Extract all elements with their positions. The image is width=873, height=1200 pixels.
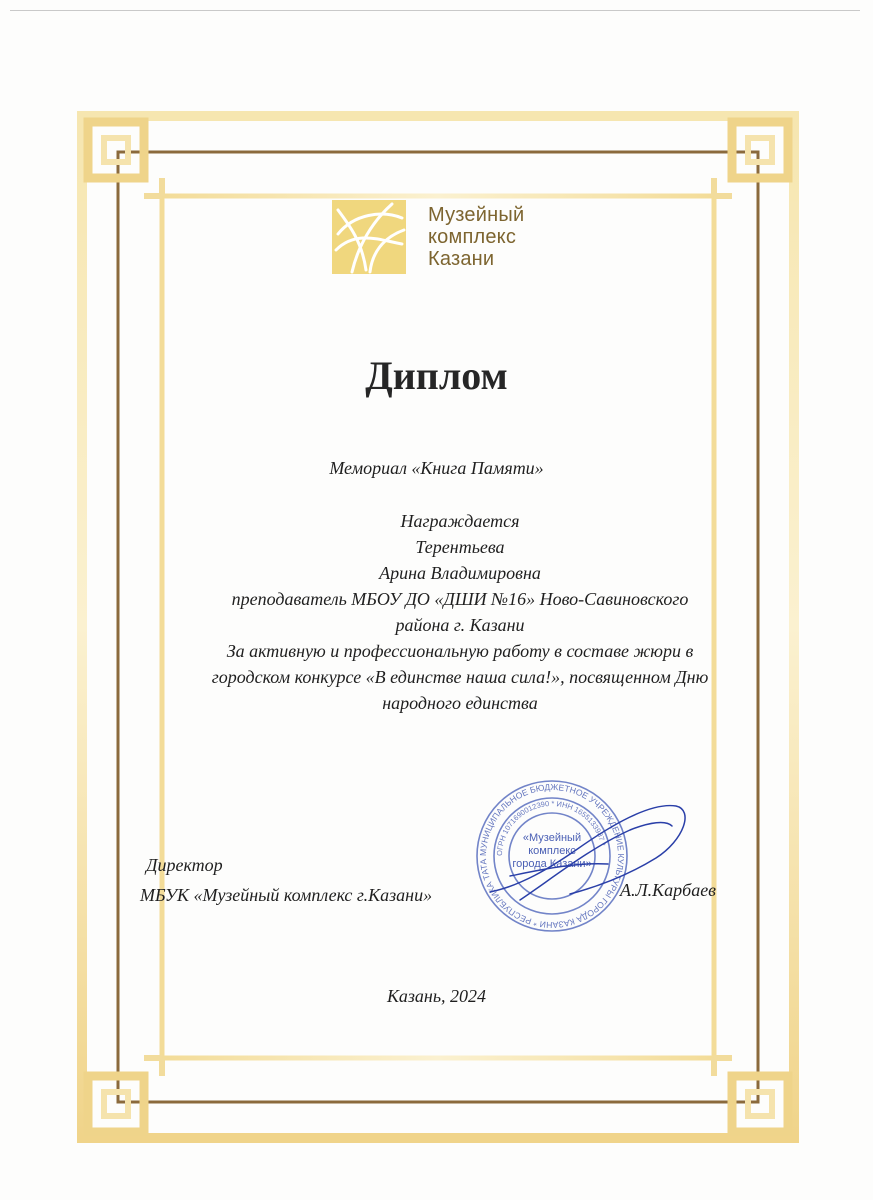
recipient-surname: Терентьева — [415, 537, 505, 557]
logo-line-3: Казани — [428, 248, 495, 270]
award-text — [160, 508, 760, 716]
event-name: Мемориал «Книга Памяти» — [329, 458, 544, 478]
place-and-date: Казань, 2024 — [386, 986, 487, 1006]
signatory-block — [140, 852, 432, 908]
award-reason-line-3: народного единства — [382, 693, 538, 713]
museum-logo-mark — [332, 200, 406, 274]
stamp-line-3: города Казани» — [512, 858, 592, 870]
stamp-line-2: комплекс — [528, 845, 576, 857]
recipient-name: Арина Владимировна — [379, 563, 541, 583]
recipient-position-line-1: преподаватель МБОУ ДО «ДШИ №16» Ново-Савиновского — [231, 589, 689, 609]
award-reason-line-2: городском конкурсе «В единстве наша сила!», посвященном Дню — [211, 667, 709, 687]
museum-logo-text — [428, 204, 578, 270]
award-verb: Награждается — [400, 511, 520, 531]
award-reason-line-1: За активную и профессиональную работу в составе жюри в — [226, 641, 694, 661]
stamp-ring-inner-text: ОГРН 1071690012390 * ИНН 1655133987 * — [494, 798, 608, 857]
signatory-name: А.Л.Карбаев — [620, 880, 716, 900]
recipient-position-line-2: района г. Казани — [395, 615, 525, 635]
museum-logo — [332, 200, 572, 274]
logo-line-1: Музейный — [428, 204, 525, 226]
logo-line-2: комплекс — [428, 226, 517, 248]
signatory-organization: МБУК «Музейный комплекс г.Казани» — [140, 885, 433, 905]
diploma-title: Диплом — [365, 353, 508, 398]
signatory-post: Директор — [146, 855, 223, 875]
stamp-ring-outer-text: МУНИЦИПАЛЬНОЕ БЮДЖЕТНОЕ УЧРЕЖДЕНИЕ КУЛЬТУРЫ ГОРОДА КАЗАНИ * РЕСПУБЛИКА ТАТА — [477, 781, 627, 931]
stamp-line-1: «Музейный — [522, 832, 582, 844]
